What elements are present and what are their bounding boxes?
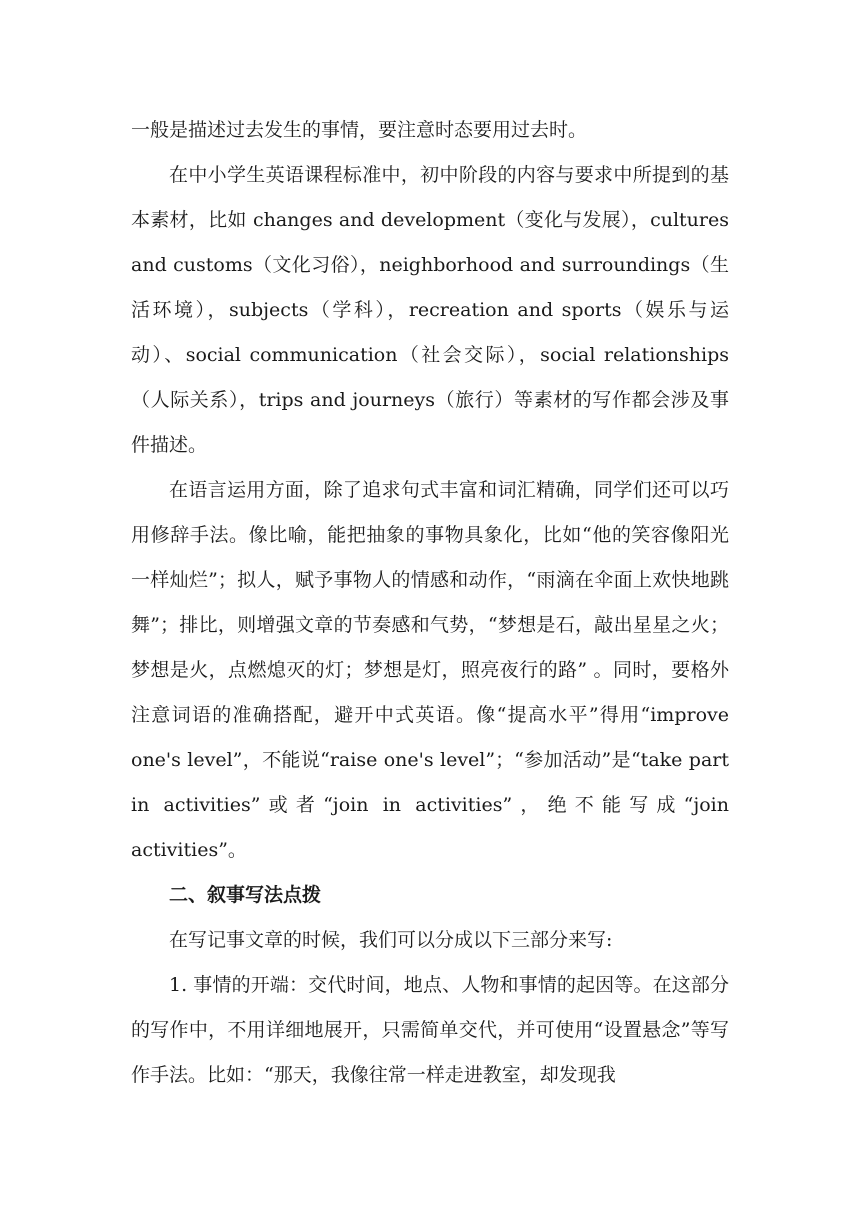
section-heading-narrative-tips: 二、叙事写法点拨 (169, 884, 322, 906)
paragraph-rhetoric-usage: 在语言运用方面，除了追求句式丰富和词汇精确，同学们还可以巧用修辞手法。像比喻，能把抽象的事物具象化，比如“他的笑容像阳光一样灿烂”；拟人，赋予事物人的情感和动作，“雨滴在伞面上欢快地跳舞”；排比，则增强文章的节奏感和气势，“梦想是石，敲出星星之火；梦想是火，点燃熄灭的灯；梦想是灯，照亮夜行的路” 。同时，要格外注意词语的准确搭配，避开中式英语。像“提高水平”得用“improve one's level”，不能说“raise one's level”；“参加活动”是“take part in activities”或者“join in activities”，绝不能写成“join activities”。 (131, 479, 729, 861)
paragraph-curriculum-materials: 在中小学生英语课程标准中，初中阶段的内容与要求中所提到的基本素材，比如 changes and development（变化与发展），cultures and customs（文化习俗），neighborhood and surroundings（生活环境），subjects（学科），recreation and sports（娱乐与运动）、social communication（社会交际），social relationships（人际关系），trips and journeys（旅行）等素材的写作都会涉及事件描述。 (131, 164, 729, 456)
paragraph-three-parts-intro: 在写记事文章的时候，我们可以分成以下三部分来写: (169, 929, 613, 951)
paragraph-beginning-of-event: 1. 事情的开端：交代时间，地点、人物和事情的起因等。在这部分的写作中，不用详细地展开，只需简单交代，并可使用“设置悬念”等写作手法。比如：“那天，我像往常一样走进教室，却发现我 (131, 974, 729, 1086)
document-body (131, 108, 729, 1098)
paragraph-tense-note: 一般是描述过去发生的事情，要注意时态要用过去时。 (131, 119, 588, 141)
